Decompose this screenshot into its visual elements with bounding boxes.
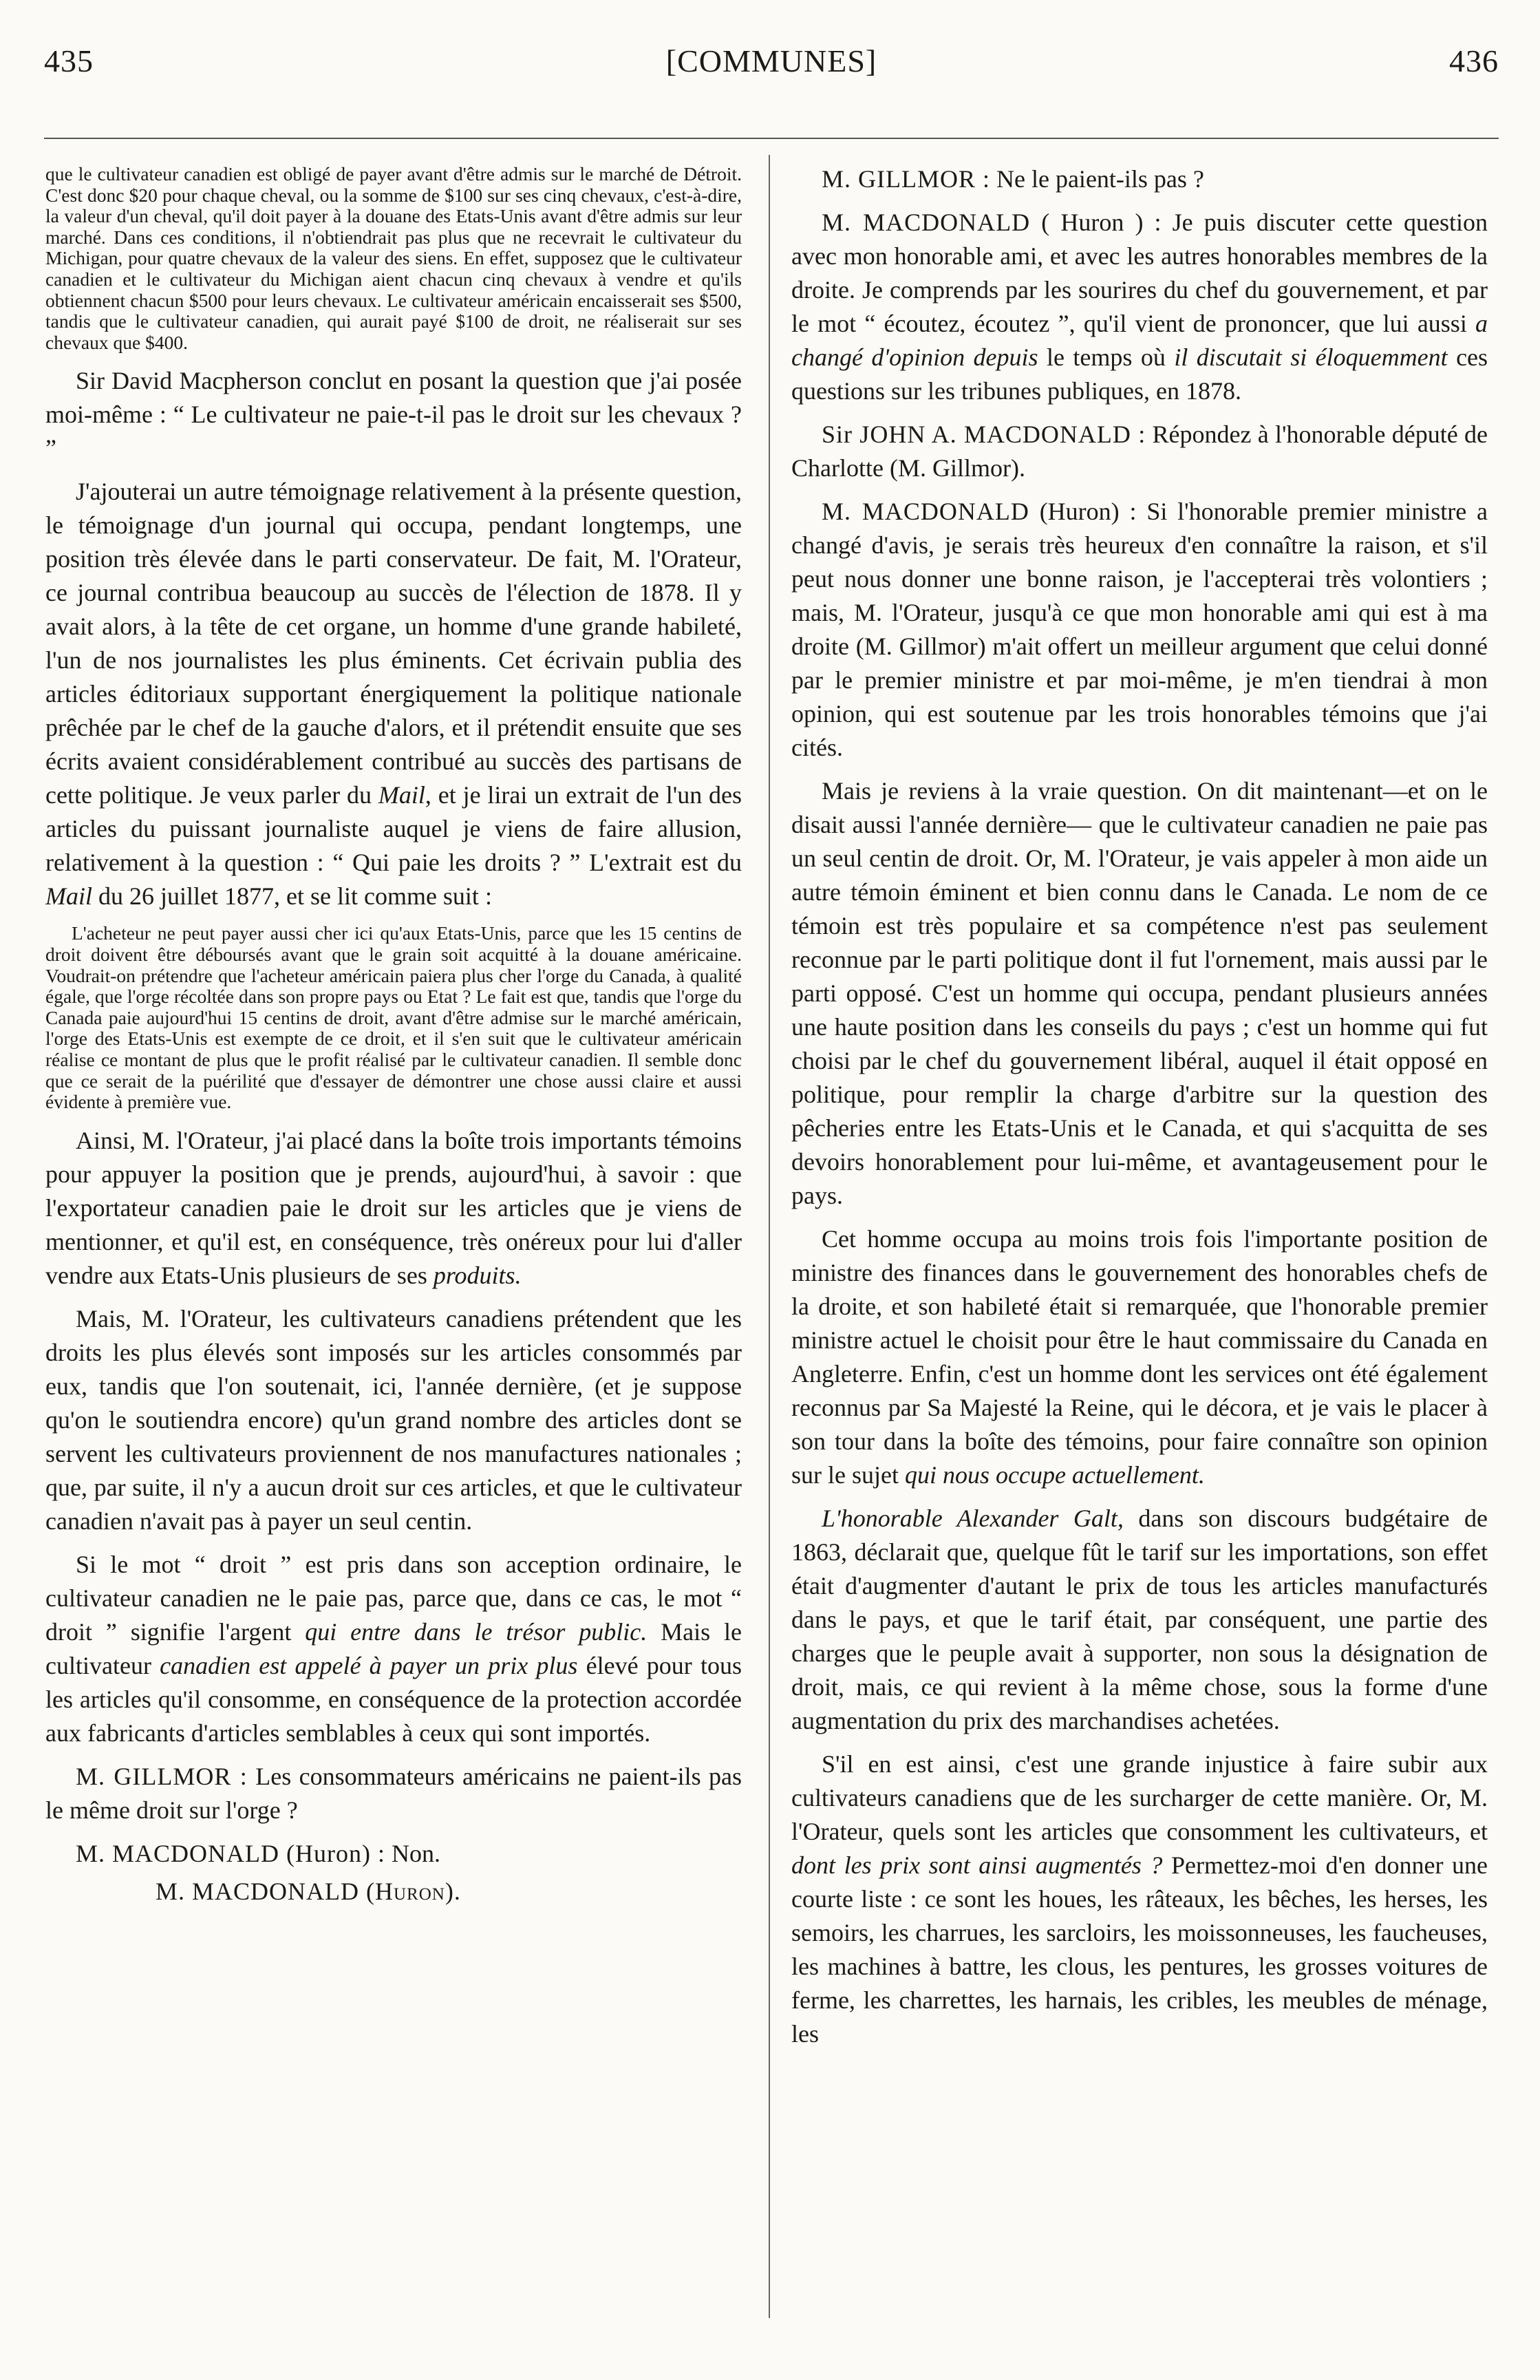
speaker-name: M. GILLMOR :: [822, 165, 990, 193]
speaker-name: Sir JOHN A. MACDONALD :: [822, 421, 1146, 448]
speech-sir-john: Sir JOHN A. MACDONALD : Répondez à l'honorable député de Charlotte (M. Gillmor).: [791, 421, 1488, 482]
header-rule: [44, 138, 1499, 139]
paragraph-galt: L'honorable Alexander Galt, dans son discours budgétaire de 1863, déclarait que, quelque fût le tarif sur les importations, son effet était d'augmenter d'autant le prix de tous les articles manufacturés dans le pays, et que le tarif était, par conséquent, une partie des charges que le peuple avait à supporter, non sous la désignation de droit, mais, ce qui revient à la même chose, sous la forme d'une augmentation du prix des marchandises achetées.: [791, 1505, 1488, 1734]
page-number-left: 435: [44, 43, 94, 78]
speaker-caption: M. MACDONALD (Huron).: [156, 1877, 461, 1905]
left-column: [45, 162, 742, 2330]
right-column: [791, 162, 1488, 2330]
quote-continuation: que le cultivateur canadien est obligé de payer avant d'être admis sur le marché de Détroit. C'est donc $20 pour chaque cheval, ou la somme de $100 sur ses cinq chevaux, c'est-à-dire, la valeur d'un cheval, qu'il doit payer à la douane des Etats-Unis avant d'être admis sur leur marché. Dans ces conditions, il n'obtiendrait pas plus que ne recevrait le cultivateur du Michigan, pour quatre chevaux de la valeur des siens. En effet, supposez que le cultivateur canadien et le cultivateur du Michigan aient chacun cinq chevaux à vendre et qu'ils obtiennent chacun $500 pour leurs chevaux. Le cultivateur américain encaisserait ses $500, tandis que le cultivateur canadien, qui aurait payé $100 de droit, ne réaliserait sur ses chevaux que $400.: [45, 163, 742, 353]
page-header: [44, 43, 1499, 105]
speech-gillmor: M. GILLMOR : Les consommateurs américains ne paient-ils pas le même droit sur l'orge ?: [45, 1762, 742, 1824]
paragraph-vraie-question: Mais je reviens à la vraie question. On dit maintenant—et on le disait aussi l'année dernière— que le cultivateur canadien ne paie pas un seul centin de droit. Or, M. l'Orateur, je vais appeler à mon aide un autre témoin éminent et bien connu dans le Canada. Le nom de ce témoin est très populaire et sa compétence n'est pas seulement reconnue par le parti politique dont il fut l'ornement, mais aussi par le parti opposé. C'est un homme qui occupa, pendant plusieurs années une haute position dans les conseils du pays ; c'est un homme qui fut choisi par le chef du gouvernement libéral, auquel il était opposé en politique, pour remplir la charge d'arbitre sur la question des pêcheries entre les Etats-Unis et le Canada, et qui s'acquitta de ses devoirs honorablement pour lui-même, et avantageusement pour le pays.: [791, 777, 1488, 1209]
speech-macdonald-reply: M. MACDONALD ( Huron ) : Je puis discuter cette question avec mon honorable ami, et avec les autres honorables membres de la droite. Je comprends par les sourires du chef du gouvernement, et par le mot “ écoutez, écoutez ”, qu'il vient de prononcer, que lui aussi a changé d'opinion depuis le temps où il discutait si éloquemment ces questions sur les tribunes publiques, en 1878.: [791, 209, 1488, 405]
newspaper-title: Mail: [378, 781, 425, 809]
mail-extract-quote: L'acheteur ne peut payer aussi cher ici qu'aux Etats-Unis, parce que les 15 centins de droit doivent être déboursés avant que le grain soit acquitté à la douane américaine. Voudrait-on prétendre que l'acheteur américain paiera plus cher l'orge du Canada, à qualité égale, que l'orge récoltée dans son propre pays ou Etat ? Le fait est que, tandis que l'orge du Canada paie aujourd'hui 15 centins de droit, avant d'être admise sur le marché américain, l'orge des Etats-Unis est exempte de ce droit, et il s'en suit que le cultivateur américain réalise ce montant de plus que le profit réalisé par le cultivateur canadien. Il semble donc que ce serait de la puérilité que d'essayer de démontrer une chose aussi claire et aussi évidente à première vue.: [45, 922, 742, 1113]
newspaper-title: Mail: [45, 882, 92, 911]
paragraph-mail-intro: J'ajouterai un autre témoignage relativement à la présente question, le témoignage d'un journal qui occupa, pendant longtemps, une position très élevée dans le parti conservateur. De fait, M. l'Orateur, ce journal contribua beaucoup au succès de l'élection de 1878. Il y avait alors, à la tête de cet organe, un homme d'une grande habileté, l'un de nos journalistes les plus éminents. Cet écrivain publia des articles éditoriaux supportant énergiquement la politique nationale prêchée par le chef de la gauche d'alors, et il prétendit ensuite que ses écrits avaient considérablement contribué au succès des partisans de cette politique. Je veux parler du Mail, et je lirai un extrait de l'un des articles du puissant journaliste auquel je viens de faire allusion, relativement à la question : “ Qui paie les droits ? ” L'extrait est du Mail du 26 juillet 1877, et se lit comme suit :: [45, 478, 742, 911]
paragraph-injustice: S'il en est ainsi, c'est une grande injustice à faire subir aux cultivateurs canadiens que de les surcharger de cette manière. Or, M. l'Orateur, quels sont les articles que consomment les cultivateurs, et dont les prix sont ainsi augmentés ? Permettez-moi d'en donner une courte liste : ce sont les houes, les râteaux, les bêches, les herses, les semoirs, les charrues, les sarcloirs, les moissonneuses, les faucheuses, les machines à battre, les clous, les pentures, les grosses voitures de ferme, les charrettes, les harnais, les cribles, les meubles de ménage, les: [791, 1750, 1488, 2048]
speaker-name: M. MACDONALD: [822, 209, 1031, 236]
paragraph-macpherson: Sir David Macpherson conclut en posant la question que j'ai posée moi-même : “ Le cultivateur ne paie-t-il pas le droit sur les chevaux ? ”: [45, 367, 742, 463]
speaker-name: M. MACDONALD (Huron) :: [76, 1839, 385, 1867]
speech-macdonald: M. MACDONALD (Huron) : Non.: [76, 1839, 440, 1867]
speech-gillmor-question: M. GILLMOR : Ne le paient-ils pas ?: [822, 165, 1204, 193]
running-title: [COMMUNES]: [665, 43, 877, 78]
speaker-name: M. GILLMOR :: [76, 1762, 248, 1790]
page-number-right: 436: [1449, 43, 1499, 78]
paragraph-cet-homme: Cet homme occupa au moins trois fois l'importante position de ministre des finances dans le gouvernement des honorables chefs de la droite, et son habileté était si remarquée, que l'honorable premier ministre actuel le choisit pour être le haut commissaire du Canada en Angleterre. Enfin, c'est un homme dont les services ont été également reconnus par Sa Majesté la Reine, qui le décora, et je vais le placer à son tour dans la boîte des témoins, pour faire connaître son opinion sur le sujet qui nous occupe actuellement.: [791, 1225, 1488, 1489]
column-divider: [769, 155, 770, 2318]
paragraph-droit-meaning: Si le mot “ droit ” est pris dans son acception ordinaire, le cultivateur canadien ne le paie pas, parce que, dans ce cas, le mot “ droit ” signifie l'argent qui entre dans le trésor public. Mais le cultivateur canadien est appelé à payer un prix plus élevé pour tous les articles qu'il consomme, en conséquence de la protection accordée aux fabricants d'articles semblables à ceux qui sont importés.: [45, 1550, 742, 1747]
paragraph-cultivateurs: Mais, M. l'Orateur, les cultivateurs canadiens prétendent que les droits les plus élevés sont imposés sur les articles consommés par eux, tandis que l'on soutenait, ici, l'année dernière, (et je suppose qu'on le soutiendra encore) qu'un grand nombre des articles dont se servent les cultivateurs proviennent de nos manufactures nationales ; que, par suite, il n'y a aucun droit sur ces articles, et que le cultivateur canadien n'avait pas à payer un seul centin.: [45, 1304, 742, 1535]
paragraph-three-witnesses: Ainsi, M. l'Orateur, j'ai placé dans la boîte trois importants témoins pour appuyer la position que je prends, aujourd'hui, à savoir : que l'exportateur canadien paie le droit sur les articles que je viens de mentionner, et qu'il est, en conséquence, très onéreux pour lui d'aller vendre aux Etats-Unis plusieurs de ses produits.: [45, 1126, 742, 1289]
speaker-name: M. MACDONALD: [822, 498, 1029, 525]
speech-macdonald-answer: M. MACDONALD (Huron) : Si l'honorable premier ministre a changé d'avis, je serais très heureux d'en connaître la raison, et s'il peut nous donner une bonne raison, je l'accepterai très volontiers ; mais, M. l'Orateur, jusqu'à ce que mon honorable ami qui est à ma droite (M. Gillmor) m'ait offert un meilleur argument que celui donné par le premier ministre et par moi-même, je m'en tiendrai à mon opinion, qui est soutenue par les trois honorables témoins que j'ai cités.: [791, 498, 1488, 761]
